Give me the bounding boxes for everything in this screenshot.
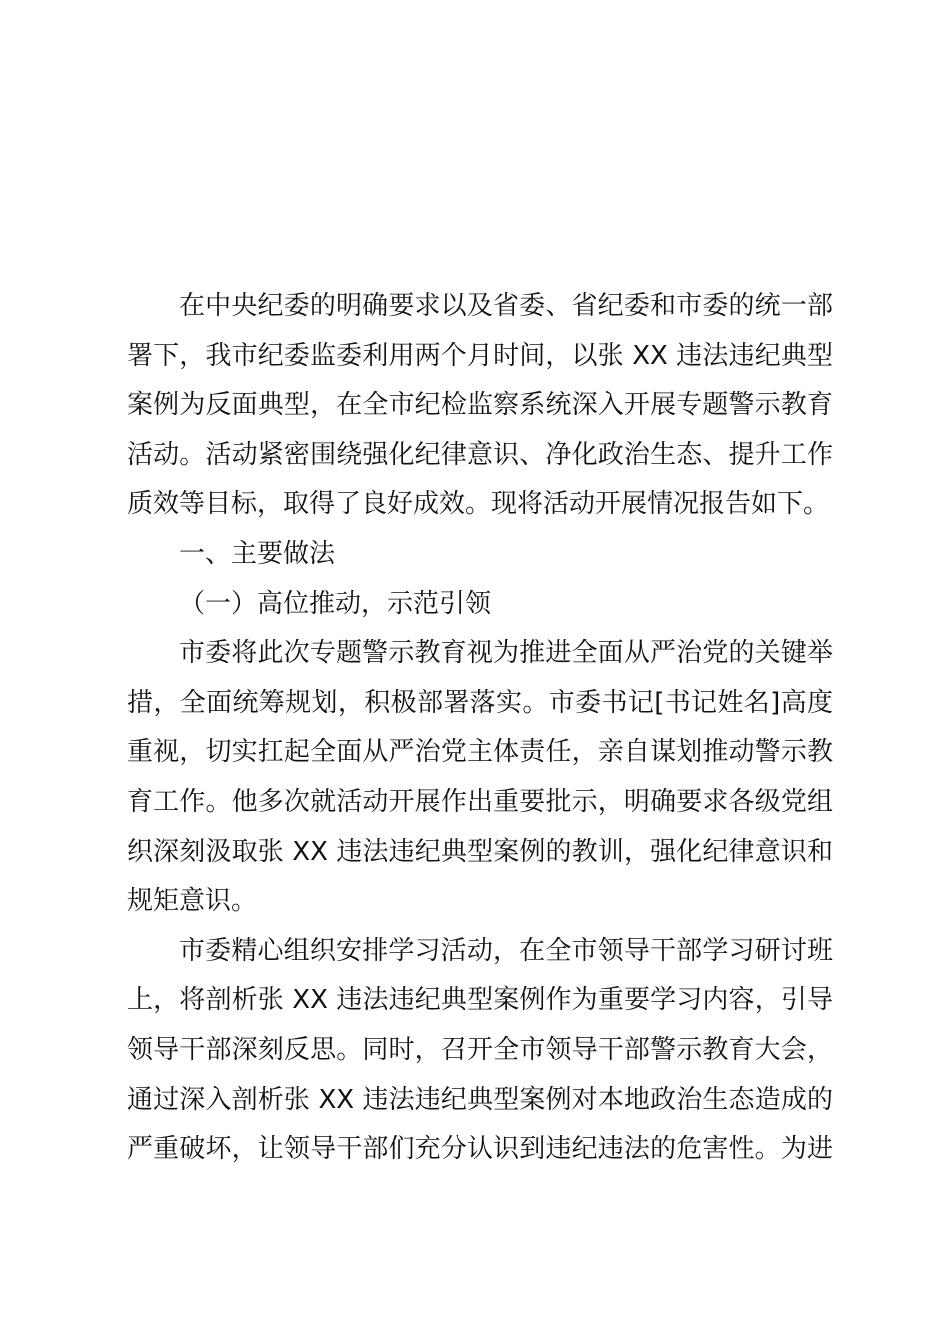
paragraph-line: 规矩意识。 — [127, 886, 258, 917]
paragraph-line: 署下，我市纪委监委利用两个月时间，以张 XX 违法违纪典型 — [127, 340, 833, 371]
paragraph-line: 重视，切实扛起全面从严治党主体责任，亲自谋划推动警示教 — [127, 737, 833, 768]
paragraph-line: 严重破坏，让领导干部们充分认识到违纪违法的危害性。为进 — [127, 1134, 833, 1165]
paragraph-line: 育工作。他多次就活动开展作出重要批示，明确要求各级党组 — [127, 786, 833, 817]
paragraph-line: 质效等目标，取得了良好成效。现将活动开展情况报告如下。 — [127, 489, 830, 520]
paragraph-line: 市委精心组织安排学习活动，在全市领导干部学习研讨班 — [179, 935, 833, 966]
paragraph-line: 活动。活动紧密围绕强化纪律意识、净化政治生态、提升工作 — [127, 439, 833, 470]
paragraph-line: 织深刻汲取张 XX 违法违纪典型案例的教训，强化纪律意识和 — [127, 836, 833, 867]
paragraph-line: 通过深入剖析张 XX 违法违纪典型案例对本地政治生态造成的 — [127, 1084, 833, 1115]
paragraph-line: 案例为反面典型，在全市纪检监察系统深入开展专题警示教育 — [127, 390, 833, 421]
paragraph-line: 措，全面统筹规划，积极部署落实。市委书记[书记姓名]高度 — [127, 687, 833, 718]
subsection-heading: （一）高位推动，示范引领 — [179, 588, 492, 619]
document-body — [127, 282, 833, 1175]
paragraph-line: 在中央纪委的明确要求以及省委、省纪委和市委的统一部 — [179, 291, 833, 321]
paragraph-line: 领导干部深刻反思。同时，召开全市领导干部警示教育大会， — [127, 1034, 833, 1065]
paragraph-line: 市委将此次专题警示教育视为推进全面从严治党的关键举 — [179, 638, 833, 669]
paragraph-line: 上，将剖析张 XX 违法违纪典型案例作为重要学习内容，引导 — [127, 985, 833, 1016]
section-heading: 一、主要做法 — [179, 538, 336, 569]
